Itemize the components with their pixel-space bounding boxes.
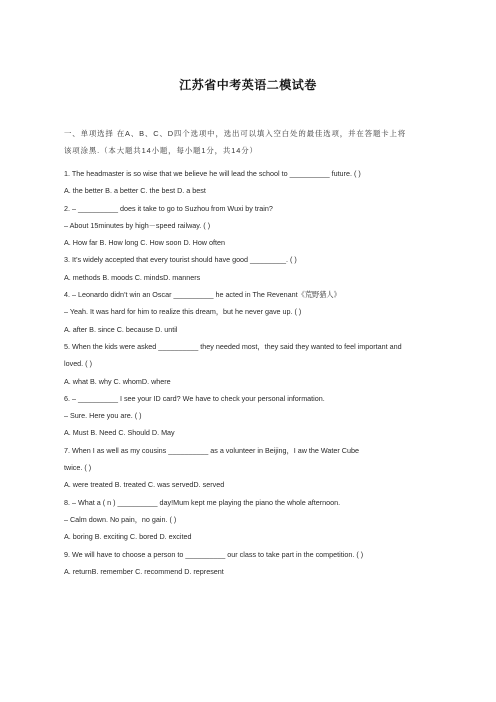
question-2 bbox=[64, 200, 436, 252]
question-6 bbox=[64, 390, 436, 442]
question-stem: 7. When I as well as my cousins __________ as a volunteer in Beijing，I aw the Water Cube bbox=[64, 445, 359, 455]
section-instructions-line: 该项涂黑.（本大题共14小题，每小题1分，共14分） bbox=[64, 146, 258, 155]
question-list bbox=[64, 165, 436, 580]
question-stem: 5. When the kids were asked __________ they needed most，they said they wanted to feel important and bbox=[64, 341, 402, 351]
question-stem: 4. – Leonardo didn’t win an Oscar __________ he acted in The Revenant《荒野猎人》 bbox=[64, 290, 341, 300]
question-stem-continued: – Yeah. It was hard for him to realize this dream，but he never gave up. ( ) bbox=[64, 307, 302, 317]
question-stem: 8. – What a ( n ) __________ day!Mum kept me playing the piano the whole afternoon. bbox=[64, 497, 341, 507]
question-3 bbox=[64, 251, 436, 286]
section-instructions bbox=[64, 125, 434, 159]
question-9 bbox=[64, 546, 436, 581]
question-options: A. what B. why C. whomD. where bbox=[64, 376, 171, 386]
question-stem-continued: twice. ( ) bbox=[64, 463, 92, 473]
question-8 bbox=[64, 494, 436, 546]
question-stem-continued: – Calm down. No pain，no gain. ( ) bbox=[64, 514, 177, 524]
question-options: A. were treated B. treated C. was servedD. served bbox=[64, 480, 225, 490]
section-instructions-line: 一、单项选择 在A、B、C、D四个选项中，选出可以填入空白处的最佳选项，并在答题卡上将 bbox=[64, 129, 407, 138]
question-7 bbox=[64, 442, 436, 494]
question-stem-continued: – About 15minutes by high－speed railway. ( ) bbox=[64, 220, 211, 230]
question-stem: 9. We will have to choose a person to __________ our class to take part in the competition. ( ) bbox=[64, 549, 364, 559]
question-options: A. after B. since C. because D. until bbox=[64, 324, 178, 334]
question-options: A. methods B. moods C. mindsD. manners bbox=[64, 272, 201, 282]
question-stem: 1. The headmaster is so wise that we believe he will lead the school to __________ future. ( ) bbox=[64, 169, 361, 178]
question-options: A. How far B. How long C. How soon D. How often bbox=[64, 238, 225, 248]
question-stem: 2. – __________ does it take to go to Suzhou from Wuxi by train? bbox=[64, 203, 273, 213]
question-options: A. Must B. Need C. Should D. May bbox=[64, 428, 175, 438]
document-title: 江苏省中考英语二模试卷 bbox=[179, 78, 317, 92]
question-stem: 6. – __________ I see your ID card? We have to check your personal information. bbox=[64, 393, 325, 403]
question-stem-continued: loved. ( ) bbox=[64, 359, 92, 369]
question-options: A. boring B. exciting C. bored D. excited bbox=[64, 532, 192, 542]
question-options: A. returnB. remember C. recommend D. represent bbox=[64, 566, 224, 576]
question-options: A. the better B. a better C. the best D. a best bbox=[64, 186, 206, 196]
question-stem-continued: – Sure. Here you are. ( ) bbox=[64, 411, 142, 421]
question-4 bbox=[64, 286, 436, 338]
question-1 bbox=[64, 165, 436, 200]
question-stem: 3. It’s widely accepted that every tourist should have good _________. ( ) bbox=[64, 255, 297, 265]
question-5 bbox=[64, 338, 436, 390]
